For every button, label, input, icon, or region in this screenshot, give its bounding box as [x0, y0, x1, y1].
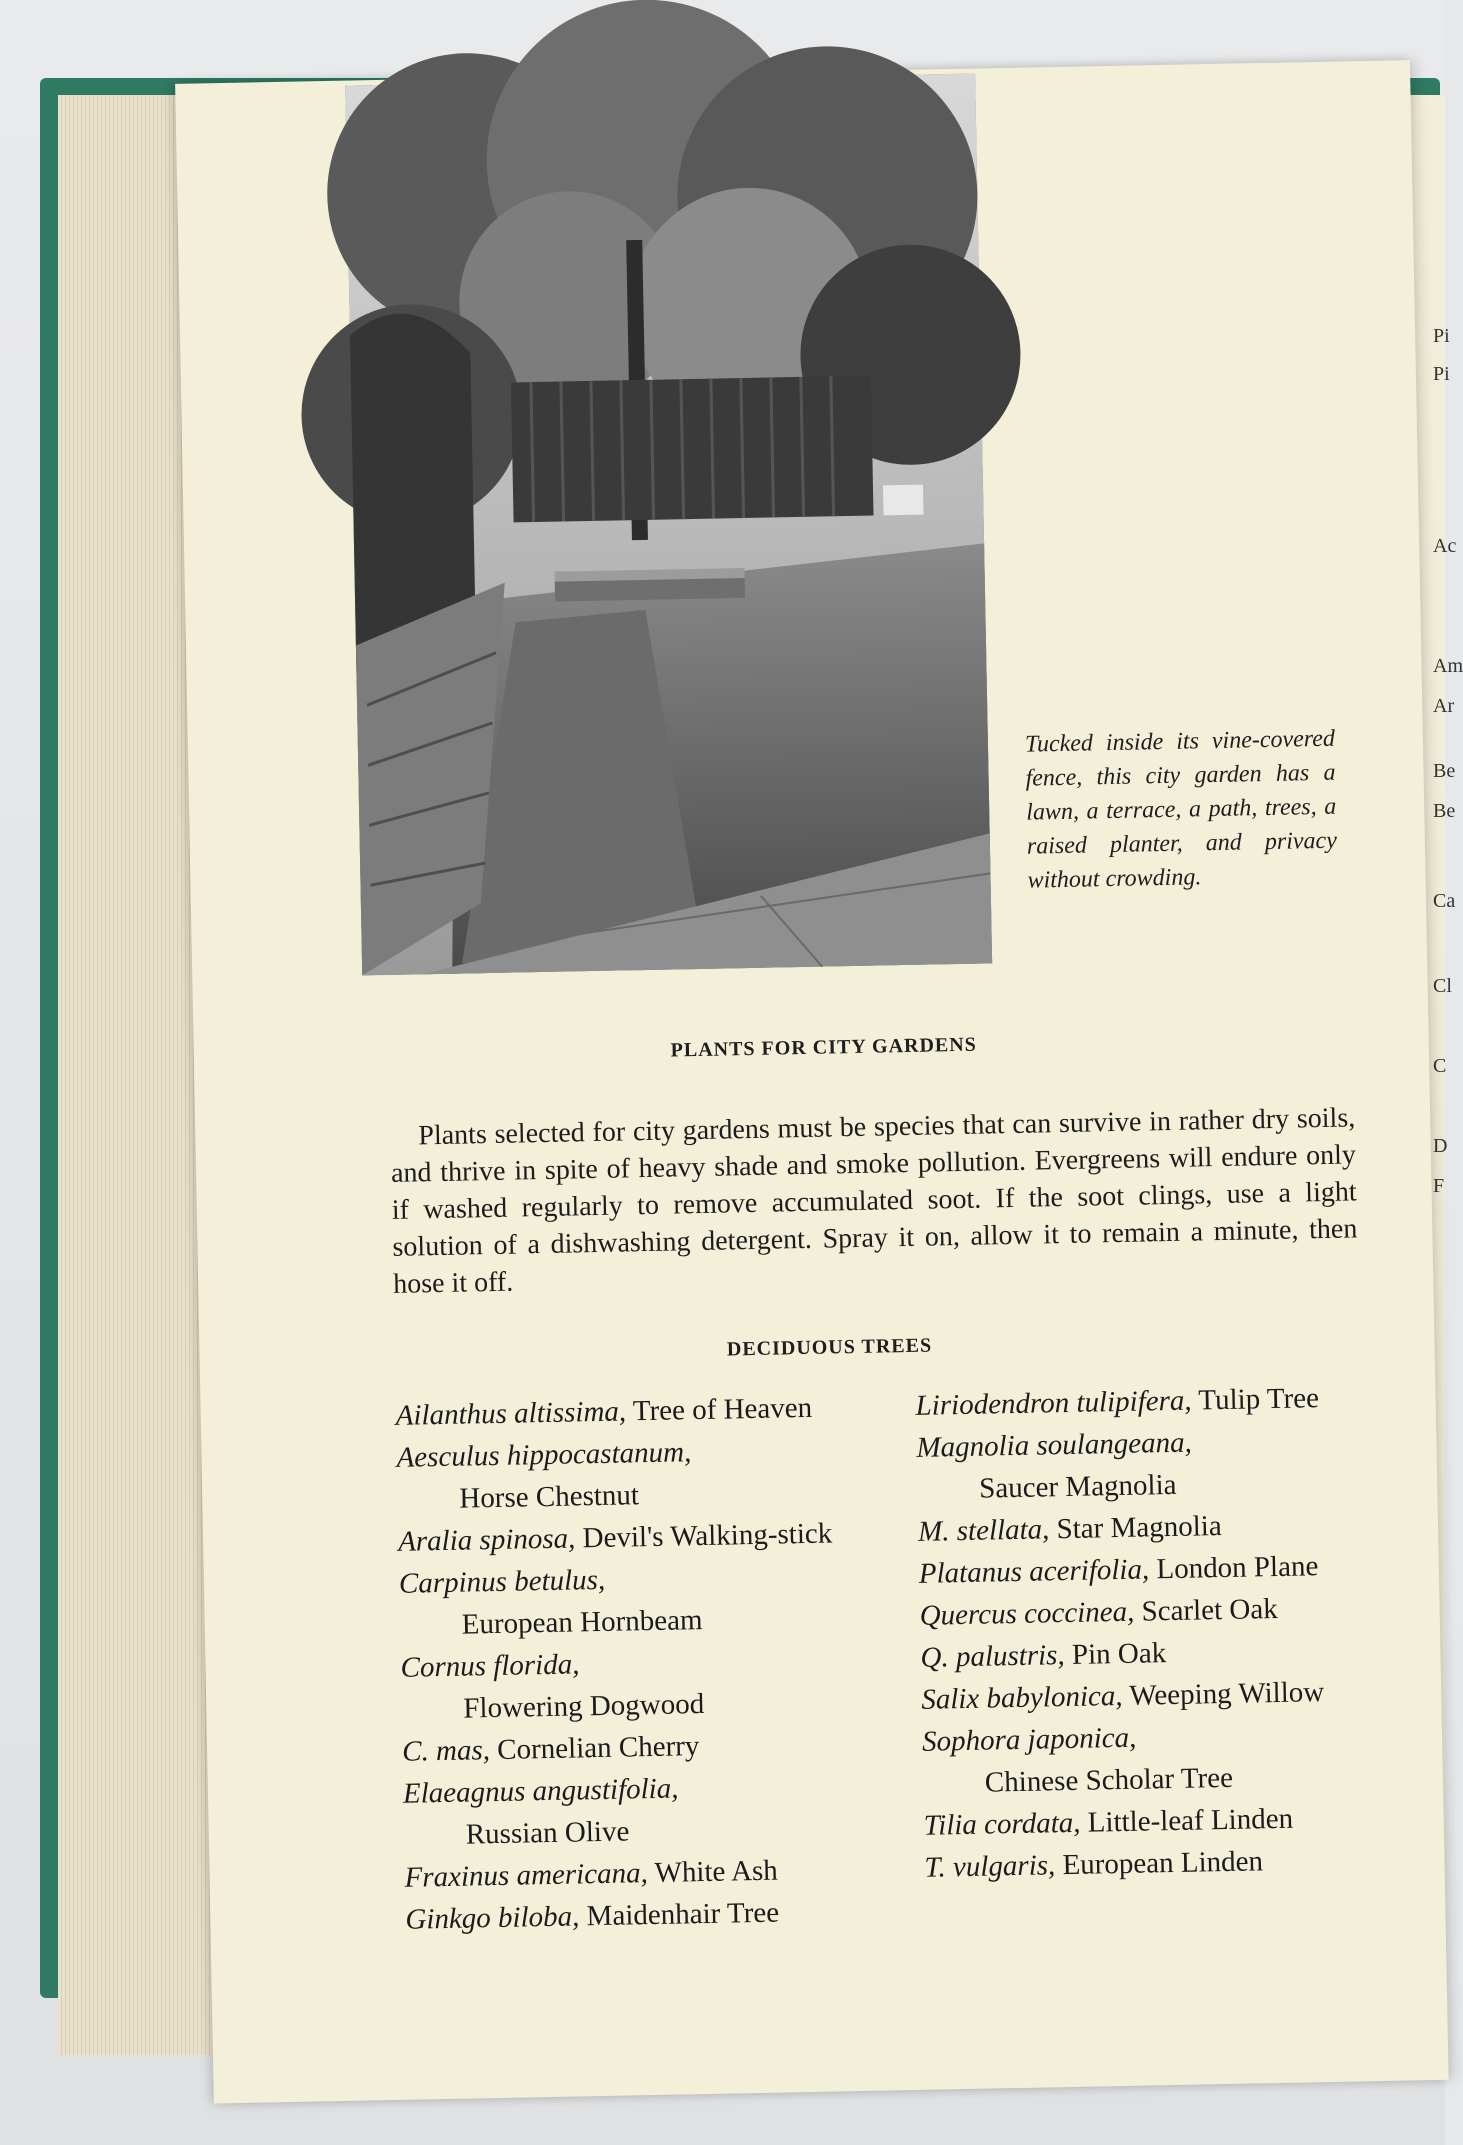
tree-list-right — [915, 1376, 1395, 1889]
tree-common-name: Tulip Tree — [1191, 1382, 1320, 1417]
tree-latin-name: Aralia spinosa, — [397, 1522, 576, 1558]
next-page-stub: Pi — [1433, 363, 1450, 385]
garden-photo — [345, 73, 992, 975]
garden-photo-icon — [345, 73, 992, 975]
tree-latin-name: Liriodendron tulipifera, — [915, 1384, 1192, 1422]
tree-latin-name: Elaeagnus angustifolia, — [402, 1772, 679, 1810]
tree-latin-name: C. mas, — [401, 1734, 491, 1768]
tree-latin-name: M. stellata, — [917, 1513, 1050, 1548]
tree-list-item — [396, 1427, 898, 1521]
tree-latin-name: Ginkgo biloba, — [405, 1900, 580, 1936]
tree-common-name: Horse Chestnut — [459, 1479, 640, 1515]
tree-latin-name: Salix babylonica, — [920, 1679, 1123, 1716]
tree-list-item — [921, 1670, 1392, 1721]
tree-latin-name: T. vulgaris, — [924, 1849, 1056, 1884]
intro-paragraph: Plants selected for city gardens must be species that can survive in rather dry soils, and thrive in spite of heavy shade and smoke pollution. Evergreens will endure only if washed regularly to remove accumulated soot. If the soot clings, use a light solution of a dishwashing detergent. Spray it on, allow it to remain a minute, then hose it off. — [390, 1102, 1358, 1300]
next-page-stub: D — [1433, 1135, 1448, 1157]
tree-list-item — [405, 1889, 906, 1941]
tree-common-name: Tree of Heaven — [625, 1391, 813, 1428]
tree-list-item — [916, 1418, 1388, 1511]
next-page-stub: Ac — [1433, 535, 1457, 557]
tree-common-name: Devil's Walking-stick — [575, 1517, 833, 1555]
tree-common-name: Saucer Magnolia — [978, 1468, 1177, 1505]
tree-common-name: Maidenhair Tree — [579, 1896, 780, 1933]
tree-list-item — [924, 1838, 1395, 1889]
tree-latin-name: Sophora japonica, — [921, 1721, 1137, 1758]
tree-common-name: Chinese Scholar Tree — [984, 1761, 1234, 1799]
tree-list-item — [400, 1637, 902, 1731]
section-heading-deciduous-trees: DECIDUOUS TREES — [726, 1334, 933, 1361]
tree-common-name: Flowering Dogwood — [463, 1687, 705, 1725]
tree-latin-name: Fraxinus americana, — [404, 1857, 649, 1894]
next-page-stub: F — [1433, 1175, 1445, 1197]
tree-list-left — [395, 1385, 905, 1940]
next-page-stub: Be — [1433, 760, 1456, 782]
tree-list-item — [403, 1763, 905, 1857]
next-page-stub: Am — [1433, 655, 1463, 677]
tree-latin-name: Q. palustris, — [920, 1639, 1065, 1674]
tree-common-name: London Plane — [1148, 1550, 1319, 1586]
tree-latin-name: Aesculus hippocastanum, — [396, 1436, 692, 1474]
tree-common-name: Russian Olive — [465, 1815, 630, 1851]
tree-latin-name: Carpinus betulus, — [398, 1563, 606, 1600]
tree-common-name: Little-leaf Linden — [1080, 1802, 1294, 1839]
photo-caption: Tucked inside its vine-covered fence, this city garden has a lawn, a terrace, a path, trees, a raised planter, and privacy without crowding. — [1024, 725, 1338, 894]
tree-latin-name: Quercus coccinea, — [919, 1595, 1135, 1632]
tree-common-name: Scarlet Oak — [1134, 1592, 1278, 1628]
tree-common-name: Pin Oak — [1064, 1637, 1167, 1672]
tree-latin-name: Tilia cordata, — [923, 1806, 1081, 1842]
next-page-stub: Ar — [1433, 695, 1455, 717]
next-page-stub: C — [1433, 1055, 1447, 1077]
tree-common-name: European Hornbeam — [461, 1604, 703, 1641]
tree-list-item — [922, 1712, 1394, 1805]
tree-common-name: Cornelian Cherry — [489, 1730, 700, 1767]
tree-latin-name: Ailanthus altissima, — [395, 1395, 627, 1432]
next-page-stub: Pi — [1433, 325, 1450, 347]
tree-latin-name: Platanus acerifolia, — [918, 1553, 1150, 1590]
tree-common-name: Star Magnolia — [1049, 1510, 1222, 1546]
tree-list-item — [399, 1553, 901, 1647]
tree-latin-name: Cornus florida, — [400, 1648, 580, 1684]
section-heading-city-gardens: PLANTS FOR CITY GARDENS — [670, 1033, 978, 1062]
next-page-stub: Be — [1433, 800, 1456, 822]
tree-latin-name: Magnolia soulangeana, — [916, 1426, 1193, 1464]
tree-common-name: European Linden — [1054, 1845, 1264, 1882]
book-page — [175, 60, 1449, 2103]
next-page-stub: Cl — [1433, 975, 1452, 997]
tree-common-name: White Ash — [647, 1854, 779, 1890]
next-page-stub: Ca — [1433, 890, 1456, 912]
tree-common-name: Weeping Willow — [1122, 1676, 1325, 1712]
